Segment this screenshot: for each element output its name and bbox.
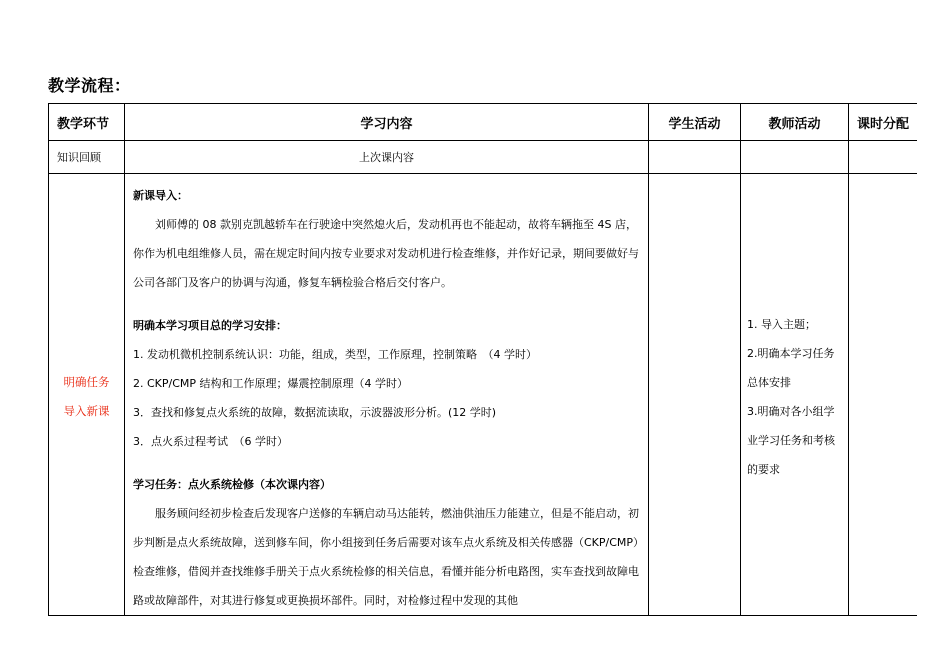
main-stage-line2: 导入新课 (63, 404, 110, 418)
intro-text: 刘师傅的 08 款别克凯越轿车在行驶途中突然熄火后，发动机再也不能起动，故将车辆拖至 4S 店，你作为机电组维修人员，需在规定时间内按专业要求对发动机进行检查维修，并作好记录，期间要做好与公司各部门及客户的协调与沟通，修复车辆检验合格后交付客户。 (133, 218, 639, 289)
main-stage-cell (49, 174, 125, 616)
teaching-process-table-container (48, 103, 917, 672)
main-content-cell (125, 174, 649, 616)
table-header-row (49, 104, 918, 141)
plan-item: 3．查找和修复点火系统的故障，数据流读取，示波器波形分析。(12 学时) (133, 406, 497, 419)
table-row-review (49, 141, 918, 174)
intro-heading: 新课导入： (133, 189, 188, 202)
task-text: 服务顾问经初步检查后发现客户送修的车辆启动马达能转，燃油供油压力能建立，但是不能启动，初步判断是点火系统故障，送到修车间，你小组接到任务后需要对该车点火系统及相关传感器（CKP/CMP）检查维修，借阅并查找维修手册关于点火系统检修的相关信息，看懂并能分析电路图，实车查找到故障电路或故障部件，对其进行修复或更换损坏部件。同时，对检修过程中发现的其他 (133, 507, 639, 607)
main-stage-line1: 明确任务 (63, 375, 110, 389)
teacher-item: 2.明确本学习任务总体安排 (747, 347, 835, 389)
main-student-cell (649, 174, 741, 616)
header-content: 学习内容 (125, 104, 649, 141)
review-content-cell: 上次课内容 (125, 141, 649, 174)
review-hours-cell (849, 141, 918, 174)
header-student: 学生活动 (649, 104, 741, 141)
header-teacher: 教师活动 (741, 104, 849, 141)
header-stage: 教学环节 (49, 104, 125, 141)
plan-item: 1. 发动机微机控制系统认识：功能，组成，类型，工作原理，控制策略 （4 学时） (133, 348, 537, 361)
header-hours: 课时分配 (849, 104, 918, 141)
teaching-process-table (48, 103, 917, 616)
plan-heading: 明确本学习项目总的学习安排： (133, 319, 287, 332)
main-hours-cell (849, 174, 918, 616)
plan-item: 2. CKP/CMP 结构和工作原理；爆震控制原理（4 学时） (133, 377, 409, 390)
table-row-main (49, 174, 918, 616)
review-teacher-cell (741, 141, 849, 174)
review-student-cell (649, 141, 741, 174)
review-stage-cell: 知识回顾 (49, 141, 125, 174)
main-teacher-cell (741, 174, 849, 616)
task-heading: 学习任务：点火系统检修（本次课内容） (133, 478, 331, 491)
section-title: 教学流程： (48, 76, 131, 95)
teacher-item: 3.明确对各小组学业学习任务和考核的要求 (747, 405, 835, 476)
plan-item: 3．点火系过程考试 （6 学时） (133, 435, 288, 448)
teacher-item: 1. 导入主题； (747, 318, 816, 331)
